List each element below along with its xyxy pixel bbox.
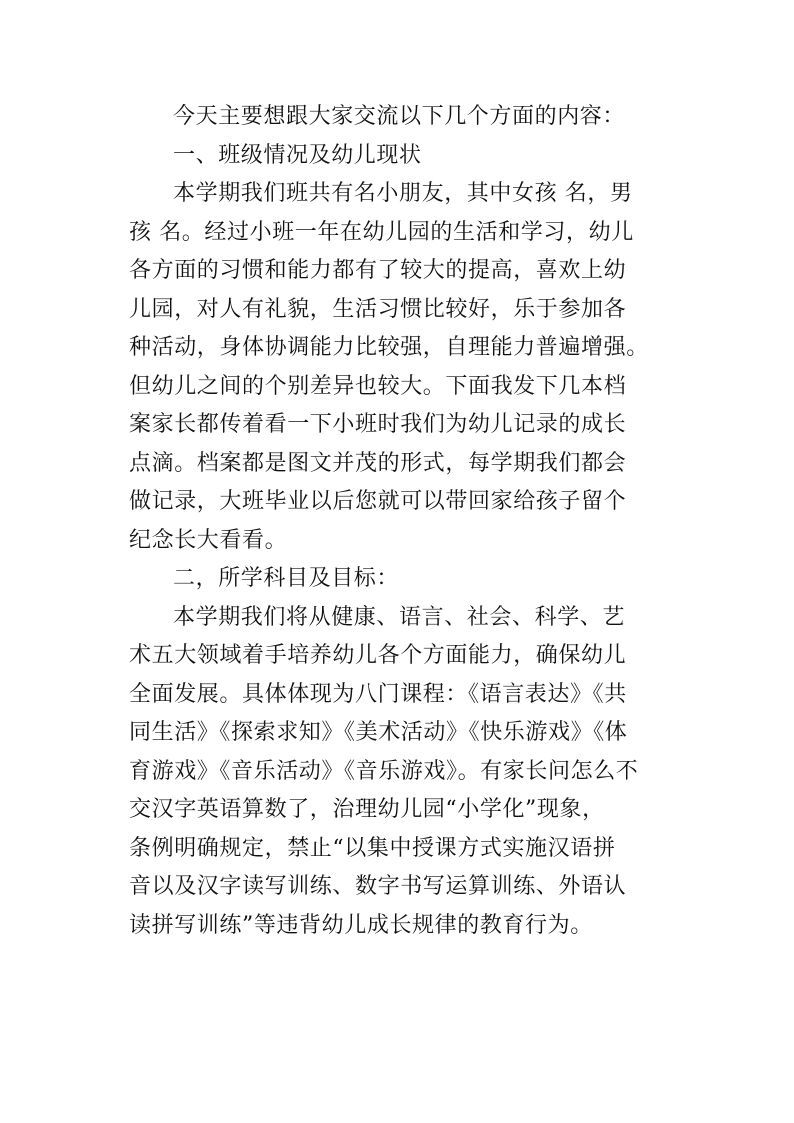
paragraph-line: 种活动，身体协调能力比较强，自理能力普遍增强。 — [129, 335, 649, 360]
paragraph-line: 点滴。档案都是图文并茂的形式，每学期我们都会 — [129, 450, 627, 476]
paragraph-line: 交汉字英语算数了，治理幼儿园“小学化”现象， — [129, 797, 605, 822]
paragraph-line: 本学期我们班共有名小朋友，其中女孩 名，男 — [173, 181, 633, 206]
paragraph-line: 孩 名。经过小班一年在幼儿园的生活和学习，幼儿 — [129, 219, 634, 245]
paragraph-line: 育游戏》《音乐活动》《音乐游戏》。有家长问怎么不 — [129, 758, 639, 784]
section-heading-1: 一、班级情况及幼儿现状 — [173, 142, 422, 168]
paragraph-line: 条例明确规定，禁止“以集中授课方式实施汉语拼 — [129, 835, 616, 861]
paragraph-line: 纪念长大看看。 — [129, 527, 288, 553]
paragraph-line: 儿园，对人有礼貌，生活习惯比较好，乐于参加各 — [129, 296, 627, 322]
paragraph-line: 术五大领域着手培养幼儿各个方面能力，确保幼儿 — [129, 643, 627, 668]
section-heading-2: 二，所学科目及目标： — [173, 566, 400, 591]
paragraph-line: 读拼写训练”等违背幼儿成长规律的教育行为。 — [129, 912, 593, 938]
document-body — [129, 98, 689, 945]
paragraph-line: 做记录，大班毕业以后您就可以带回家给孩子留个 — [129, 489, 627, 514]
paragraph-line: 各方面的习惯和能力都有了较大的提高，喜欢上幼 — [129, 258, 627, 283]
paragraph-line: 音以及汉字读写训练、数字书写运算训练、外语认 — [129, 874, 627, 899]
paragraph-line: 案家长都传着看一下小班时我们为幼儿记录的成长 — [129, 412, 627, 437]
paragraph-line: 同生活》《探索求知》《美术活动》《快乐游戏》《体 — [129, 720, 628, 745]
paragraph-line: 但幼儿之间的个别差异也较大。下面我发下几本档 — [129, 373, 627, 399]
paragraph-line: 本学期我们将从健康、语言、社会、科学、艺 — [173, 604, 626, 630]
paragraph-line: 全面发展。具体体现为八门课程：《语言表达》《共 — [129, 681, 627, 707]
intro-line: 今天主要想跟大家交流以下几个方面的内容： — [173, 104, 626, 129]
